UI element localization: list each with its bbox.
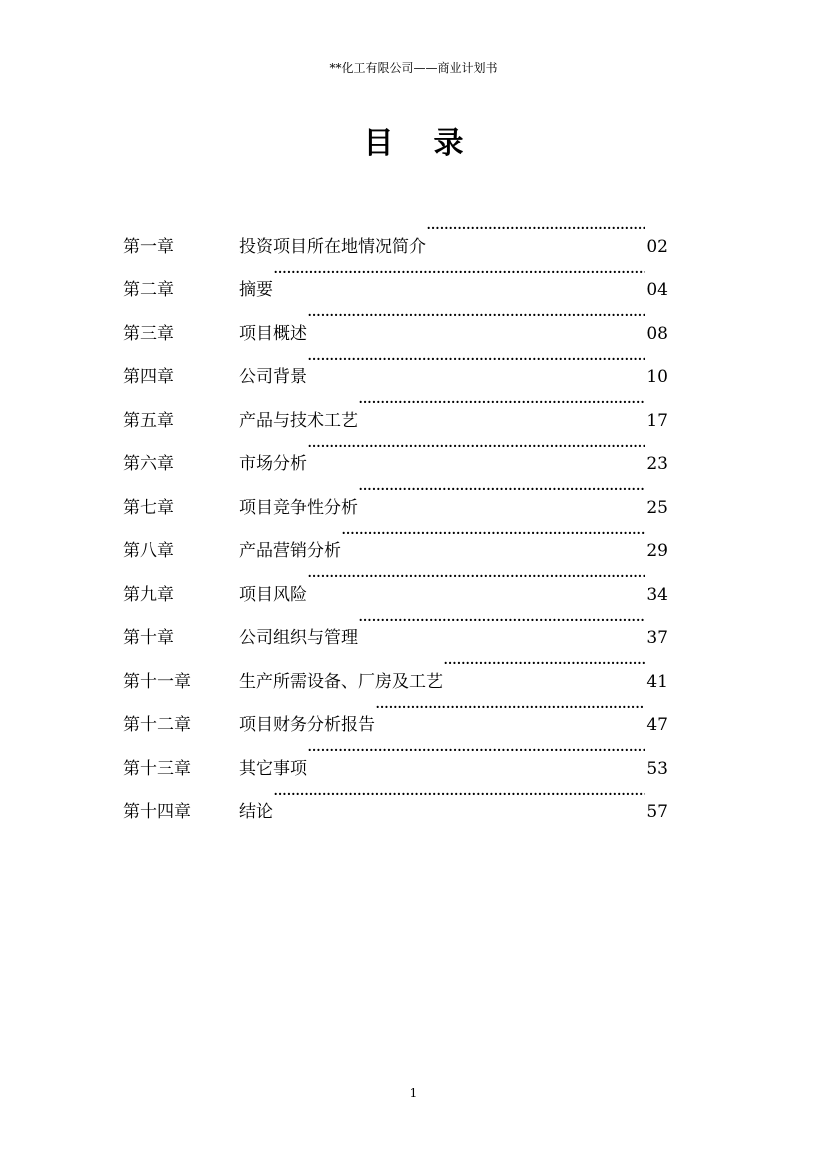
toc-chapter-title: 公司背景 — [239, 367, 307, 387]
toc-dot-leader — [307, 556, 645, 600]
toc-chapter-number: 第十章 — [123, 628, 174, 648]
toc-chapter-number: 第七章 — [123, 497, 174, 518]
toc-dot-leader — [358, 469, 645, 513]
page-title: 目录 — [363, 126, 504, 161]
toc-chapter-number: 第二章 — [123, 280, 174, 300]
toc-chapter-number: 第十二章 — [123, 715, 191, 735]
toc-chapter-number: 第六章 — [123, 454, 174, 474]
toc-chapter-title: 摘要 — [239, 280, 273, 300]
toc-page-number: 23 — [646, 454, 668, 474]
toc-page-number: 47 — [646, 715, 668, 735]
toc-dot-leader — [358, 382, 645, 426]
toc-chapter-number: 第八章 — [123, 541, 174, 561]
toc-dot-leader — [426, 208, 645, 252]
toc-chapter-title: 其它事项 — [239, 758, 307, 779]
toc-dot-leader — [307, 730, 645, 774]
toc-chapter-title: 结论 — [239, 802, 273, 822]
toc-chapter-title: 生产所需设备、厂房及工艺 — [239, 671, 443, 692]
toc-page-number: 53 — [646, 758, 668, 779]
toc-entry[interactable] — [123, 208, 668, 257]
toc-chapter-title: 产品营销分析 — [239, 541, 341, 561]
table-of-contents — [123, 208, 668, 822]
toc-page-number: 41 — [646, 671, 668, 692]
toc-dot-leader — [375, 687, 645, 731]
toc-dot-leader — [307, 426, 645, 470]
toc-page-number: 37 — [646, 628, 668, 648]
toc-dot-leader — [273, 252, 645, 296]
toc-page-number: 34 — [646, 584, 668, 605]
toc-page-number: 04 — [646, 280, 668, 300]
toc-dot-leader — [307, 295, 645, 339]
toc-page-number: 29 — [646, 541, 668, 561]
toc-chapter-number: 第五章 — [123, 410, 174, 431]
toc-chapter-title: 产品与技术工艺 — [239, 410, 358, 431]
toc-page-number: 08 — [646, 323, 668, 344]
toc-chapter-number: 第十四章 — [123, 802, 191, 822]
toc-dot-leader — [341, 513, 645, 557]
toc-dot-leader — [307, 339, 645, 383]
toc-chapter-title: 市场分析 — [239, 454, 307, 474]
toc-chapter-number: 第一章 — [123, 236, 174, 257]
toc-page-number: 25 — [646, 497, 668, 518]
toc-chapter-number: 第四章 — [123, 367, 174, 387]
toc-dot-leader — [358, 600, 645, 644]
toc-chapter-number: 第十三章 — [123, 758, 191, 779]
toc-chapter-title: 项目竞争性分析 — [239, 497, 358, 518]
toc-chapter-title: 公司组织与管理 — [239, 628, 358, 648]
toc-chapter-title: 项目风险 — [239, 584, 307, 605]
toc-dot-leader — [443, 643, 645, 687]
toc-dot-leader — [273, 774, 645, 818]
toc-chapter-number: 第九章 — [123, 584, 174, 605]
toc-chapter-title: 项目概述 — [239, 323, 307, 344]
toc-chapter-number: 第三章 — [123, 323, 174, 344]
toc-page-number: 02 — [646, 236, 668, 257]
toc-page-number: 10 — [646, 367, 668, 387]
toc-page-number: 17 — [646, 410, 668, 431]
running-header: **化工有限公司——商业计划书 — [329, 61, 498, 75]
toc-chapter-title: 项目财务分析报告 — [239, 715, 375, 735]
toc-chapter-number: 第十一章 — [123, 671, 191, 692]
toc-page-number: 57 — [646, 802, 668, 822]
page-number: 1 — [409, 1086, 418, 1100]
toc-chapter-title: 投资项目所在地情况简介 — [239, 236, 426, 257]
